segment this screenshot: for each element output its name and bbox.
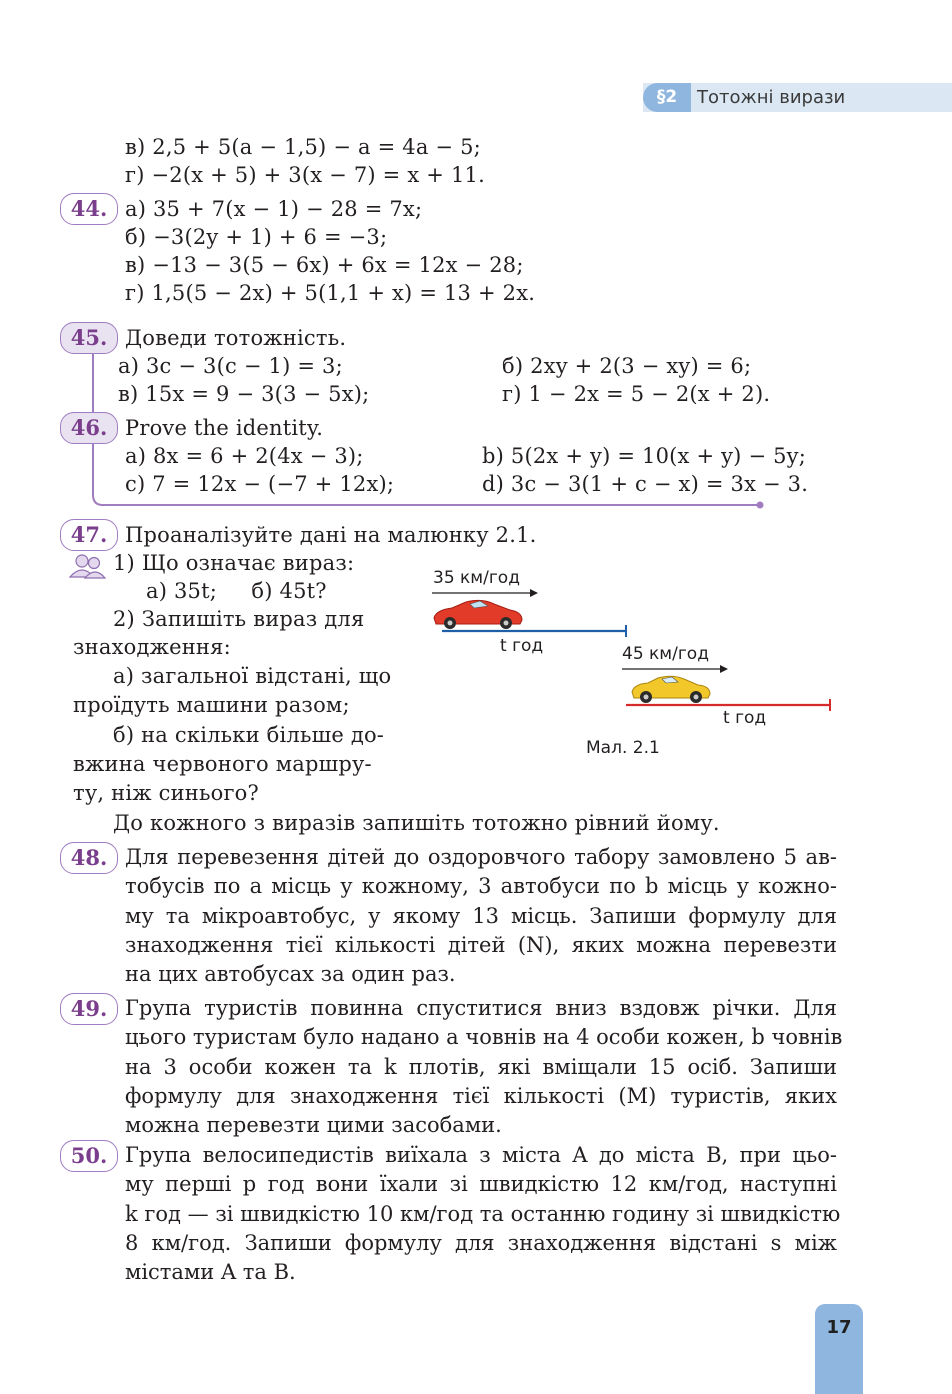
text-line: му перші p год вони їхали зі швидкістю 12 км/год, наступні bbox=[125, 1172, 837, 1197]
ex47-q2-b-cont1: вжина червоного маршру- bbox=[73, 752, 372, 776]
pair-work-icon bbox=[68, 553, 108, 579]
ex45-item-b: б) 2xy + 2(3 − xy) = 6; bbox=[502, 354, 752, 378]
ex44-item-b: б) −3(2y + 1) + 6 = −3; bbox=[125, 225, 388, 249]
page-number: 17 bbox=[815, 1304, 863, 1394]
ex45-item-d: г) 1 − 2x = 5 − 2(x + 2). bbox=[502, 382, 771, 406]
figure-time-blue: t год bbox=[500, 636, 544, 656]
ex47-q2-b: б) на скільки більше до- bbox=[113, 723, 385, 747]
text-line: Для перевезення дітей до оздоровчого табору замовлено 5 ав- bbox=[125, 845, 837, 869]
exercise-number-46: 46. bbox=[60, 412, 118, 444]
section-title: Тотожні вирази bbox=[697, 87, 846, 108]
ex44-item-c: в) −13 − 3(5 − 6x) + 6x = 12x − 28; bbox=[125, 253, 524, 277]
ex46-item-b: b) 5(2x + y) = 10(x + y) − 5y; bbox=[482, 444, 807, 468]
ex48-text bbox=[125, 843, 837, 989]
text-line: на 3 особи кожен та k плотів, які вміщали 15 осіб. Запиши bbox=[125, 1054, 837, 1079]
ex49-text bbox=[125, 994, 843, 1140]
section-badge: §2 bbox=[643, 83, 691, 112]
text-line: можна перевезти цими засобами. bbox=[125, 1113, 502, 1138]
figure-time-red: t год bbox=[723, 708, 767, 728]
ex50-text bbox=[125, 1141, 841, 1287]
exercise-number-45: 45. bbox=[60, 322, 118, 354]
ex45-item-c: в) 15x = 9 − 3(3 − 5x); bbox=[118, 382, 370, 406]
figure-speed-yellow: 45 км/год bbox=[622, 644, 709, 664]
text-line: Група туристів повинна спуститися вниз вздовж річки. Для bbox=[125, 996, 837, 1020]
exercise-number-48: 48. bbox=[60, 842, 118, 874]
exercise-number-47: 47. bbox=[60, 519, 118, 551]
text-line: цього туристам було надано a човнів на 4 особи кожен, b човнів bbox=[125, 1025, 843, 1050]
text-line: на цих автобусах за один раз. bbox=[125, 962, 456, 987]
ex46-item-d: d) 3c − 3(1 + c − x) = 3x − 3. bbox=[482, 472, 809, 496]
text-line: знаходження тієї кількості дітей (N), яких можна перевезти bbox=[125, 932, 837, 957]
text-line: 8 км/год. Запиши формулу для знаходження відстані s між bbox=[125, 1230, 837, 1255]
exercise-number-49: 49. bbox=[60, 993, 118, 1025]
ex47-q1-options: а) 35t; б) 45t? bbox=[146, 579, 327, 603]
text-line: містами A та B. bbox=[125, 1260, 296, 1285]
ex47-prompt: Проаналізуйте дані на малюнку 2.1. bbox=[125, 523, 537, 547]
ex46-prompt: Prove the identity. bbox=[125, 416, 324, 440]
text-line: k год — зі швидкістю 10 км/год та останню годину зі швидкістю bbox=[125, 1201, 841, 1226]
ex45-item-a: а) 3c − 3(c − 1) = 3; bbox=[118, 354, 343, 378]
ex47-q2-b-cont2: ту, ніж синього? bbox=[73, 781, 259, 805]
ex47-q1: 1) Що означає вираз: bbox=[113, 551, 355, 575]
text-line: му та мікроавтобус, у якому 13 місць. Запиши формулу для bbox=[125, 903, 837, 928]
ex47-q2-cont: знаходження: bbox=[73, 635, 231, 659]
ex46-item-c: c) 7 = 12x − (−7 + 12x); bbox=[125, 472, 395, 496]
exercise-number-50: 50. bbox=[60, 1140, 118, 1172]
ex47-q2-a: а) загальної відстані, що bbox=[113, 664, 392, 688]
ex46-item-a: a) 8x = 6 + 2(4x − 3); bbox=[125, 444, 364, 468]
exercise-number-44: 44. bbox=[60, 193, 118, 225]
text-line: тобусів по a місць у кожному, 3 автобуси по b місць у кожно- bbox=[125, 874, 837, 899]
figure-caption: Мал. 2.1 bbox=[586, 738, 660, 758]
ex47-q2: 2) Запишіть вираз для bbox=[113, 607, 365, 631]
instruction-text: До кожного з виразів запишіть тотожно рівний йому. bbox=[113, 811, 720, 835]
ex44-item-d: г) 1,5(5 − 2x) + 5(1,1 + x) = 13 + 2x. bbox=[125, 281, 536, 305]
ex47-q2-a-cont: проїдуть машини разом; bbox=[73, 693, 350, 717]
text-line: Група велосипедистів виїхала з міста A до міста B, при цьо- bbox=[125, 1143, 837, 1167]
text-line: формулу для знаходження тієї кількості (M) туристів, яких bbox=[125, 1083, 837, 1108]
ex45-prompt: Доведи тотожність. bbox=[125, 326, 347, 350]
ex43-item-c: в) 2,5 + 5(a − 1,5) − a = 4a − 5; bbox=[125, 135, 481, 159]
ex44-item-a: а) 35 + 7(x − 1) − 28 = 7x; bbox=[125, 197, 423, 221]
figure-speed-red: 35 км/год bbox=[433, 568, 520, 588]
ex43-item-d: г) −2(x + 5) + 3(x − 7) = x + 11. bbox=[125, 163, 485, 187]
